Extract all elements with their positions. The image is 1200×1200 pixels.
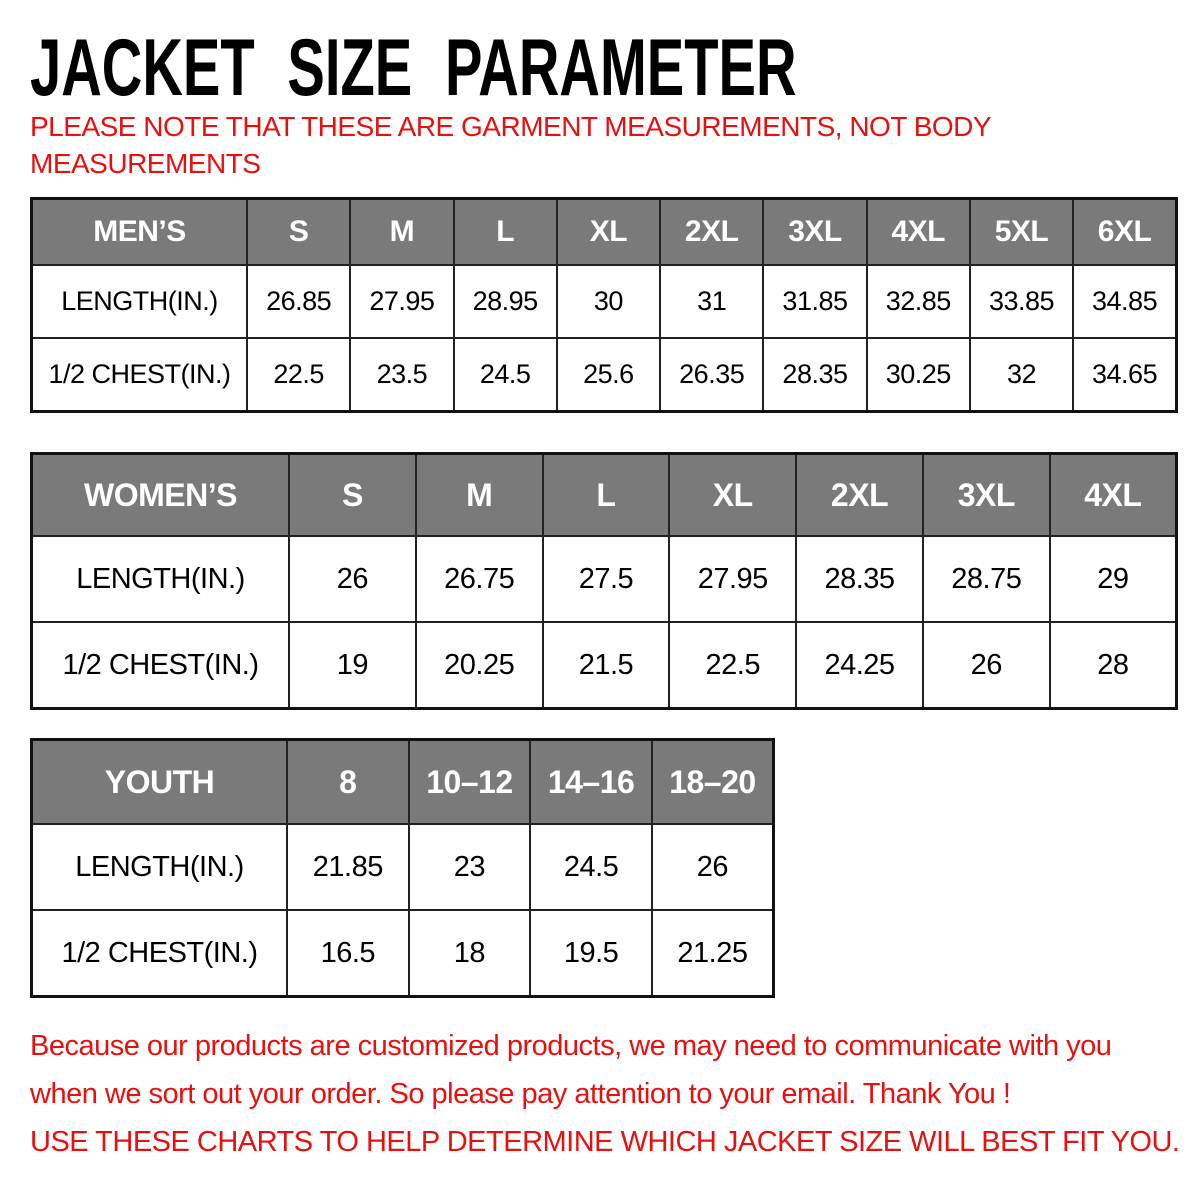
value-cell: 19 <box>289 622 416 709</box>
fit-guidance-text: USE THESE CHARTS TO HELP DETERMINE WHICH JACKET SIZE WILL BEST FIT YOU. <box>30 1126 1180 1158</box>
note-line-1: PLEASE NOTE THAT THESE ARE GARMENT MEASUREMENTS, NOT BODY <box>30 111 992 142</box>
value-cell: 27.95 <box>350 265 453 338</box>
value-cell: 24.25 <box>796 622 923 709</box>
mens-size-header-cell: 2XL <box>660 199 763 266</box>
page-title: JACKET SIZE PARAMETER <box>30 23 797 113</box>
womens-size-table <box>30 452 1178 710</box>
value-cell: 26.75 <box>416 536 543 622</box>
value-cell: 31 <box>660 265 763 338</box>
row-label-cell: 1/2 CHEST(IN.) <box>32 622 290 709</box>
youth-table-row <box>32 824 774 910</box>
value-cell: 18 <box>409 910 531 997</box>
value-cell: 26 <box>652 824 774 910</box>
value-cell: 29 <box>1050 536 1177 622</box>
value-cell: 27.5 <box>543 536 670 622</box>
youth-table-header <box>32 740 774 825</box>
value-cell: 26.85 <box>247 265 350 338</box>
youth-size-header-cell: 18–20 <box>652 740 774 825</box>
mens-size-table <box>30 197 1178 413</box>
value-cell: 34.85 <box>1073 265 1176 338</box>
value-cell: 20.25 <box>416 622 543 709</box>
womens-table-body <box>32 536 1177 709</box>
youth-size-header-cell: 10–12 <box>409 740 531 825</box>
value-cell: 28.95 <box>454 265 557 338</box>
value-cell: 21.5 <box>543 622 670 709</box>
value-cell: 26 <box>289 536 416 622</box>
mens-size-header-cell: XL <box>557 199 660 266</box>
value-cell: 33.85 <box>970 265 1073 338</box>
customization-notice-line-1: Because our products are customized products, we may need to communicate with you <box>30 1030 1112 1062</box>
customization-notice <box>30 1022 1111 1118</box>
womens-size-header-cell: XL <box>669 454 796 537</box>
row-label-cell: LENGTH(IN.) <box>32 265 248 338</box>
value-cell: 28.35 <box>763 338 866 412</box>
row-label-cell: 1/2 CHEST(IN.) <box>32 910 288 997</box>
womens-size-header-cell: 4XL <box>1050 454 1177 537</box>
mens-table-row <box>32 338 1177 412</box>
value-cell: 34.65 <box>1073 338 1176 412</box>
value-cell: 32 <box>970 338 1073 412</box>
mens-size-header-cell: M <box>350 199 453 266</box>
womens-size-header-cell: S <box>289 454 416 537</box>
value-cell: 21.25 <box>652 910 774 997</box>
mens-size-header-cell: 3XL <box>763 199 866 266</box>
womens-size-header-cell: L <box>543 454 670 537</box>
mens-size-header-cell: 5XL <box>970 199 1073 266</box>
value-cell: 22.5 <box>247 338 350 412</box>
youth-table-row <box>32 910 774 997</box>
value-cell: 27.95 <box>669 536 796 622</box>
womens-table-title-cell: WOMEN’S <box>32 454 290 537</box>
womens-size-header-cell: 3XL <box>923 454 1050 537</box>
mens-table-body <box>32 265 1177 412</box>
youth-size-header-cell: 8 <box>287 740 409 825</box>
value-cell: 23.5 <box>350 338 453 412</box>
mens-table-title-cell: MEN’S <box>32 199 248 266</box>
row-label-cell: LENGTH(IN.) <box>32 536 290 622</box>
youth-table-title-cell: YOUTH <box>32 740 288 825</box>
value-cell: 19.5 <box>530 910 652 997</box>
value-cell: 26.35 <box>660 338 763 412</box>
value-cell: 21.85 <box>287 824 409 910</box>
value-cell: 28.75 <box>923 536 1050 622</box>
value-cell: 16.5 <box>287 910 409 997</box>
mens-size-header-cell: S <box>247 199 350 266</box>
customization-notice-line-2: when we sort out your order. So please pay attention to your email. Thank You ! <box>30 1078 1011 1110</box>
value-cell: 28 <box>1050 622 1177 709</box>
youth-table-body <box>32 824 774 997</box>
value-cell: 24.5 <box>454 338 557 412</box>
youth-size-table <box>30 738 775 998</box>
youth-size-header-cell: 14–16 <box>530 740 652 825</box>
womens-size-header-cell: 2XL <box>796 454 923 537</box>
value-cell: 30 <box>557 265 660 338</box>
value-cell: 30.25 <box>867 338 970 412</box>
womens-size-header-cell: M <box>416 454 543 537</box>
row-label-cell: 1/2 CHEST(IN.) <box>32 338 248 412</box>
mens-size-header-cell: 6XL <box>1073 199 1176 266</box>
value-cell: 23 <box>409 824 531 910</box>
womens-table-row <box>32 536 1177 622</box>
value-cell: 28.35 <box>796 536 923 622</box>
mens-table-header <box>32 199 1177 266</box>
value-cell: 22.5 <box>669 622 796 709</box>
value-cell: 26 <box>923 622 1050 709</box>
value-cell: 31.85 <box>763 265 866 338</box>
note-line-2: MEASUREMENTS <box>30 148 261 179</box>
womens-table-row <box>32 622 1177 709</box>
womens-table-header <box>32 454 1177 537</box>
mens-size-header-cell: 4XL <box>867 199 970 266</box>
garment-measurements-note <box>30 108 991 182</box>
value-cell: 24.5 <box>530 824 652 910</box>
mens-table-row <box>32 265 1177 338</box>
value-cell: 25.6 <box>557 338 660 412</box>
value-cell: 32.85 <box>867 265 970 338</box>
mens-size-header-cell: L <box>454 199 557 266</box>
row-label-cell: LENGTH(IN.) <box>32 824 288 910</box>
